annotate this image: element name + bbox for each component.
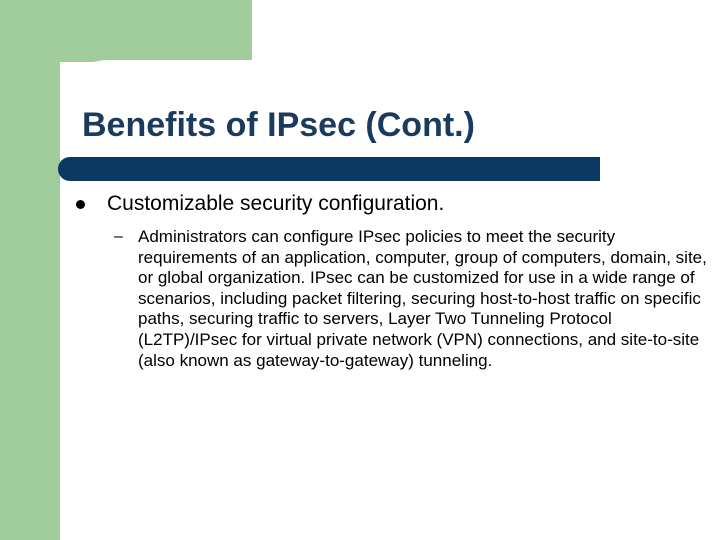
sub-bullet-dash: – [114, 228, 123, 245]
bullet-dot-icon [76, 200, 85, 209]
decorative-green-left-strip [0, 0, 60, 540]
bullet-text: Customizable security configuration. [107, 192, 445, 215]
sub-bullet-text: Administrators can configure IPsec policies to meet the security requirements of an application, computer, group of computers, domain, site, or global organization. IPsec can be customized for use in a wide range of scenarios, including packet filtering, securing host-to-host traffic on specific paths, securing traffic to servers, Layer Two Tunneling Protocol (L2TP)/IPsec for virtual private network (VPN) connections, and site-to-site (also known as gateway-to-gateway) tunneling. [138, 227, 707, 370]
title-underline-bar [58, 157, 600, 181]
slide-title: Benefits of IPsec (Cont.) [82, 106, 475, 144]
